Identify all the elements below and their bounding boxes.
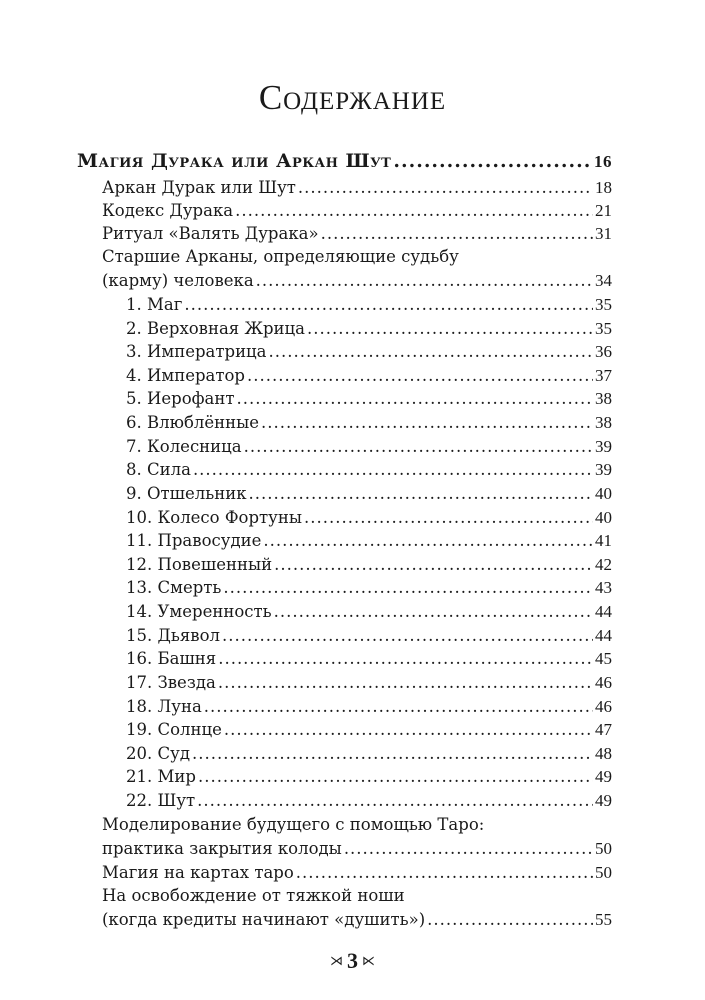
toc-arcana-entry[interactable] [126, 601, 612, 623]
toc-entry-label: 5. Иерофант [126, 389, 235, 408]
toc-entry-label: Магия Дурака или Аркан Шут [77, 150, 392, 172]
toc-entry-label: 14. Умеренность [126, 602, 272, 621]
toc-entry[interactable] [102, 223, 612, 245]
toc-leader [263, 530, 593, 552]
toc-leader [307, 318, 593, 340]
toc-arcana-entry[interactable] [126, 743, 612, 765]
toc-entry-label: 2. Верховная Жрица [126, 319, 306, 338]
toc-entry-label: 15. Дьявол [126, 626, 220, 645]
toc-arcana-entry[interactable] [126, 719, 612, 741]
toc-entry[interactable] [102, 270, 612, 292]
toc-page-number: 40 [595, 484, 612, 503]
toc-entry-main[interactable] [77, 150, 612, 173]
toc-page-number: 31 [595, 224, 612, 243]
page-title: Содержание [258, 78, 447, 117]
toc-page-number: 39 [595, 437, 612, 456]
toc-leader [198, 766, 593, 788]
toc-page-number: 49 [595, 767, 612, 786]
toc-leader [321, 223, 593, 245]
toc-leader [296, 862, 593, 884]
toc-entry-label: 3. Императрица [126, 342, 267, 361]
toc-page-number: 16 [594, 152, 612, 171]
toc-page-number: 48 [595, 744, 612, 763]
toc-page-number: 37 [595, 366, 612, 385]
toc-entry-label: 8. Сила [126, 460, 191, 479]
toc-entry-label: Кодекс Дурака [102, 201, 234, 220]
toc-arcana-entry[interactable] [126, 365, 612, 387]
toc-leader [192, 743, 593, 765]
toc-leader [218, 672, 593, 694]
toc-page-number: 38 [595, 389, 612, 408]
toc-entry[interactable] [102, 838, 612, 860]
toc-leader [224, 719, 593, 741]
toc-leader [274, 554, 593, 576]
toc-arcana-entry[interactable] [126, 436, 612, 458]
toc-entry-label: 16. Башня [126, 649, 217, 668]
toc-entry[interactable] [102, 200, 612, 222]
toc-arcana-entry[interactable] [126, 648, 612, 670]
toc-page-number: 35 [595, 319, 612, 338]
toc-entry-label: 6. Влюблённые [126, 413, 260, 432]
toc-arcana-entry[interactable] [126, 696, 612, 718]
toc-page-number: 34 [595, 271, 612, 290]
ornament-right-icon: ⋉ [362, 953, 375, 968]
toc-entry-label: 19. Солнце [126, 720, 222, 739]
toc-leader [298, 177, 593, 199]
toc-leader [237, 388, 593, 410]
toc-leader [244, 436, 593, 458]
toc-entry[interactable] [102, 862, 612, 884]
toc-page-number: 50 [595, 839, 612, 858]
toc-leader [218, 648, 593, 670]
toc-arcana-entry[interactable] [126, 341, 612, 363]
toc-arcana-entry[interactable] [126, 625, 612, 647]
toc-leader [344, 838, 593, 860]
toc-entry-label: 13. Смерть [126, 578, 222, 597]
toc-page-number: 44 [595, 602, 612, 621]
toc-leader [274, 601, 593, 623]
toc-page-number: 43 [595, 578, 612, 597]
toc-leader [235, 200, 593, 222]
toc-entry-label: 10. Колесо Фортуны [126, 508, 303, 527]
toc-leader [222, 625, 593, 647]
toc-page-number: 42 [595, 555, 612, 574]
toc-page-number: 47 [595, 720, 612, 739]
toc-entry-label: 18. Луна [126, 697, 202, 716]
toc-arcana-entry[interactable] [126, 554, 612, 576]
toc-entry-label: 7. Колесница [126, 437, 242, 456]
toc-leader [193, 459, 593, 481]
toc-arcana-entry[interactable] [126, 530, 612, 552]
toc-entry-label: Магия на картах таро [102, 863, 294, 882]
toc-arcana-entry[interactable] [126, 790, 612, 812]
toc-leader [184, 294, 593, 316]
toc-leader [261, 412, 593, 434]
toc-arcana-entry[interactable] [126, 766, 612, 788]
toc-page-number: 46 [595, 673, 612, 692]
toc-leader [269, 341, 593, 363]
ornament-left-icon: ⋊ [330, 953, 343, 968]
toc-entry-label: Ритуал «Валять Дурака» [102, 224, 319, 243]
toc-leader [249, 483, 593, 505]
toc-entry-label: 22. Шут [126, 791, 196, 810]
toc-leader [304, 507, 593, 529]
toc-leader [223, 577, 593, 599]
toc-entry-label: (когда кредиты начинают «душить») [102, 910, 426, 929]
toc-entry-label: 11. Правосудие [126, 531, 262, 550]
toc-page-number: 38 [595, 413, 612, 432]
toc-leader [204, 696, 593, 718]
toc-page-number: 40 [595, 508, 612, 527]
toc-entry-first-line: Моделирование будущего с помощью Таро: [102, 815, 485, 834]
toc-arcana-entry[interactable] [126, 459, 612, 481]
toc-entry-label: практика закрытия колоды [102, 839, 342, 858]
toc-arcana-entry[interactable] [126, 507, 612, 529]
toc-entry-first-line: Старшие Арканы, определяющие судьбу [102, 247, 459, 266]
toc-arcana-entry[interactable] [126, 388, 612, 410]
toc-leader [197, 790, 593, 812]
toc-entry[interactable] [102, 909, 612, 931]
toc-page-number: 36 [595, 342, 612, 361]
toc-arcana-entry[interactable] [126, 412, 612, 434]
toc-page-number: 21 [595, 201, 612, 220]
toc-leader [256, 270, 593, 292]
toc-arcana-entry[interactable] [126, 318, 612, 340]
toc-entry-label: (карму) человека [102, 271, 254, 290]
toc-arcana-entry[interactable] [126, 672, 612, 694]
toc-page-number: 44 [595, 626, 612, 645]
toc-page-number: 18 [595, 178, 612, 197]
toc-entry-label: 21. Мир [126, 767, 196, 786]
toc-page-number: 35 [595, 295, 612, 314]
toc-entry-label: 20. Суд [126, 744, 190, 763]
page-footer [0, 948, 705, 974]
toc-arcana-entry[interactable] [126, 294, 612, 316]
toc-entry-label: 17. Звезда [126, 673, 216, 692]
toc-leader [247, 365, 593, 387]
toc-page-number: 49 [595, 791, 612, 810]
toc-leader [393, 150, 592, 172]
toc-entry[interactable] [102, 177, 612, 199]
toc-entry-label: 1. Маг [126, 295, 183, 314]
toc-page-number: 55 [595, 910, 612, 929]
toc-leader [427, 909, 593, 931]
toc-entry-label: 4. Император [126, 366, 245, 385]
toc-page-number: 45 [595, 649, 612, 668]
toc-entry-first-line: На освобождение от тяжкой ноши [102, 886, 405, 905]
page-number: 3 [347, 948, 358, 973]
toc-page-number: 50 [595, 863, 612, 882]
toc-arcana-entry[interactable] [126, 577, 612, 599]
toc-entry-label: 12. Повешенный [126, 555, 273, 574]
toc-page-number: 46 [595, 697, 612, 716]
toc-page-number: 39 [595, 460, 612, 479]
toc-entry-label: 9. Отшельник [126, 484, 247, 503]
toc-arcana-entry[interactable] [126, 483, 612, 505]
toc-page-number: 41 [595, 531, 612, 550]
toc-entry-label: Аркан Дурак или Шут [102, 178, 296, 197]
